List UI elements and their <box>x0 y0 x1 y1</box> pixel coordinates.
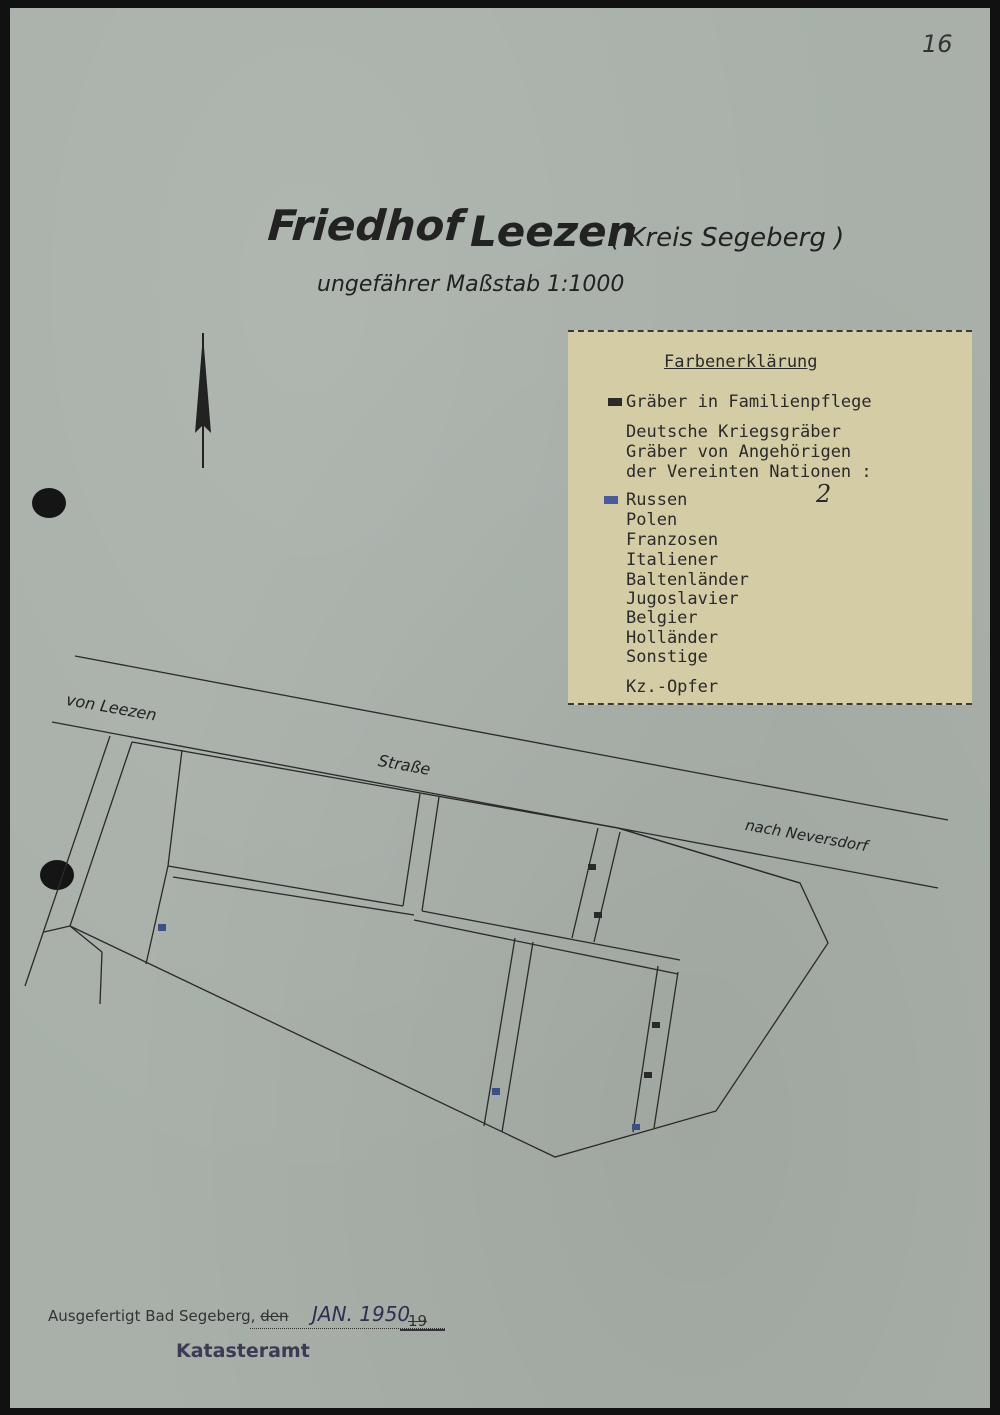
legend-nation: Italiener <box>626 550 719 570</box>
legend-kz-victims: Kz.-Opfer <box>626 677 719 697</box>
legend-un-line1: Gräber von Angehörigen <box>626 442 852 462</box>
map-sheet <box>10 8 990 1408</box>
footer-date-stamp: JAN. 1950 <box>312 1302 411 1326</box>
grave-marker-russen <box>492 1088 500 1095</box>
footer-issued-text: Ausgefertigt Bad Segeberg, <box>48 1307 256 1325</box>
legend-nation: Belgier <box>626 608 698 628</box>
legend-nation: Polen <box>626 510 678 530</box>
legend-family-care: Gräber in Familienpflege <box>626 392 872 412</box>
legend-handwritten-count: 2 <box>816 480 832 508</box>
road-label-street: Straße <box>376 751 432 779</box>
legend-un-line2: der Vereinten Nationen : <box>626 462 872 482</box>
legend-nation: Jugoslavier <box>626 589 739 609</box>
title-kreis: ( Kreis Segeberg ) <box>610 223 845 253</box>
grave-marker-family <box>652 1022 660 1028</box>
legend-heading: Farbenerklärung <box>664 352 818 372</box>
grave-marker-russen <box>158 924 166 931</box>
legend-nation: Sonstige <box>626 647 708 667</box>
legend-nation: Baltenländer <box>626 570 749 590</box>
date-line-underline <box>400 1329 445 1331</box>
footer-year-prefix: 19 <box>408 1312 428 1330</box>
legend-nation: Franzosen <box>626 530 719 550</box>
footer-den: den <box>260 1307 289 1325</box>
road-line-lower <box>52 722 938 888</box>
legend-nation: Holländer <box>626 628 719 648</box>
grave-marker-russen <box>632 1124 640 1130</box>
scale-label: ungefährer Maßstab 1:1000 <box>317 272 625 297</box>
footer-issued <box>48 1307 289 1325</box>
road-line-upper <box>75 656 948 820</box>
legend-nation: Russen <box>626 490 688 510</box>
footer-office-stamp: Katasteramt <box>176 1340 310 1362</box>
road-label-from: von Leezen <box>64 690 159 725</box>
title-friedhof: Friedhof <box>266 201 465 250</box>
grave-marker-family <box>594 912 602 918</box>
legend-german-war-graves: Deutsche Kriegsgräber <box>626 422 841 442</box>
grave-marker-family <box>588 864 596 870</box>
title-leezen: Leezen <box>470 207 637 256</box>
grave-marker-family <box>644 1072 652 1078</box>
page-number: 16 <box>922 30 953 58</box>
road-label-to: nach Neversdorf <box>743 816 870 856</box>
